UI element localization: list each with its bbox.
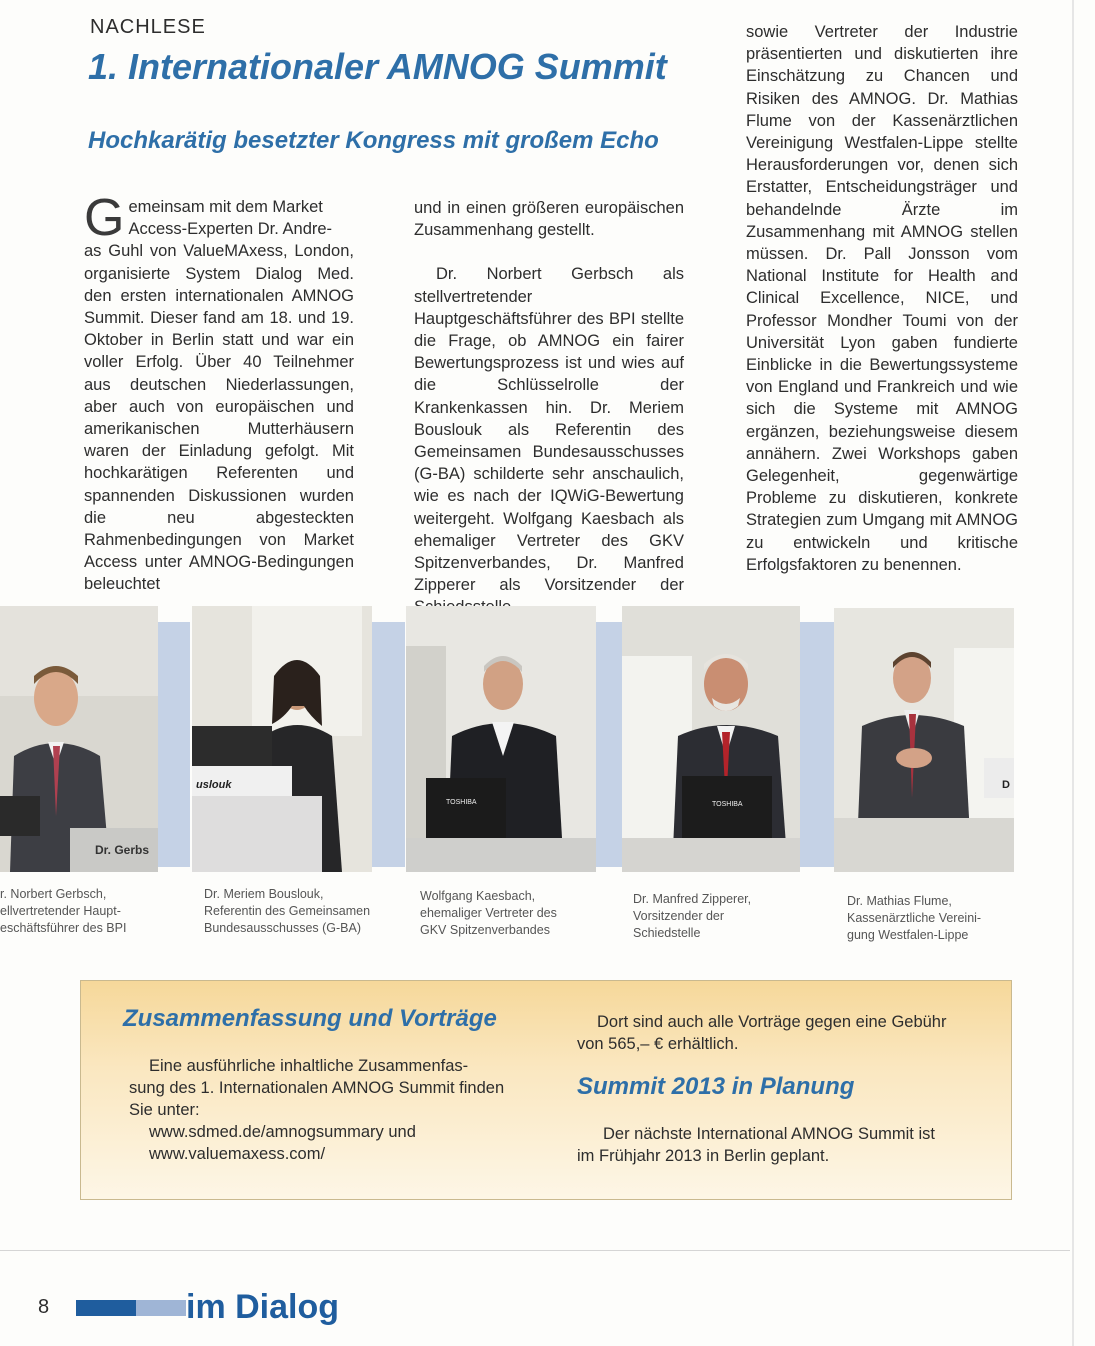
column-1-line-1: emeinsam mit dem Market xyxy=(128,198,323,216)
info-line: Sie unter: xyxy=(129,1101,200,1119)
caption-gerbsch xyxy=(0,886,160,937)
caption-line: r. Norbert Gerbsch, xyxy=(0,887,107,901)
article-title: 1. Internationaler AMNOG Summit xyxy=(88,46,667,87)
info-line: Eine ausführliche inhaltliche Zusammenfas- xyxy=(149,1057,469,1075)
column-2-paragraph-1: und in einen größeren europäischen Zusammenhang gestellt. xyxy=(414,199,684,240)
valuemaxess-link: www.valuemaxess.com/ xyxy=(149,1145,326,1163)
name-sign-1: Dr. Gerbs xyxy=(95,843,150,857)
logo-bar-light xyxy=(136,1300,186,1316)
info-box-text-2 xyxy=(577,1011,987,1055)
info-box-heading-2: Summit 2013 in Planung xyxy=(577,1073,855,1100)
column-3-paragraph: sowie Vertreter der Industrie präsentierten und diskutierten ihre Einschätzung zu Chancen und Risiken des AMNOG. Dr. Mathias Flume von der Kassenärztlichen Vereinigung Westfalen-Lippe stellte Herausforderungen vor, denen sich Erstatter, Entscheidungsträger und behandelnde Ärzte im Zusammenhang mit AMNOG stellen müssen. Dr. Pall Jonsson vom National Institute for Health and Clinical Excellence, NICE, und Professor Mondher Toumi von der Universität Lyon gaben fundierte Einblicke in die Bewertungssysteme von England und Frankreich und wie sich die Systeme mit AMNOG ergänzen, beziehungsweise diesem annähern. Zwei Workshops gaben Gelegenheit, gegenwärtige Probleme zu diskutieren, konkrete Strategien zum Umgang mit AMNOG zu entwickeln und kritische Erfolgsfaktoren zu benennen. xyxy=(746,23,1018,574)
column-1-text: as Guhl von ValueMAxess, London, organisierte System Dialog Med. den ersten internationalen AMNOG Summit. Dieser fand am 18. und 19. Oktober in Berlin statt und war ein voller Erfolg. Über 40 Teilnehmer aus deutschen Niederlassungen, aber auch von europäischen und amerikanischen Mutterhäusern waren der Einladung gefolgt. Mit hochkarätigen Referenten und spannenden Diskussionen wurden die neu abgesteckten Rahmenbedingungen von Market Access unter AMNOG-Bedingungen beleuchtet xyxy=(84,242,354,594)
logo-bar-dark xyxy=(76,1300,136,1316)
page-number: 8 xyxy=(38,1296,50,1318)
caption-line: Kassenärztliche Vereini- xyxy=(847,911,982,925)
caption-line: Dr. Mathias Flume, xyxy=(847,894,952,908)
section-kicker: NACHLESE xyxy=(90,16,206,38)
caption-line: Referentin des Gemeinsamen xyxy=(204,904,371,918)
speaker-photo-bouslouk xyxy=(192,606,372,872)
caption-line: Wolfgang Kaesbach, xyxy=(420,889,536,903)
name-sign-5: D xyxy=(1002,779,1010,791)
caption-line: Dr. Meriem Bouslouk, xyxy=(204,887,324,901)
page-fold-line xyxy=(1072,0,1074,1346)
laptop-brand-2: TOSHIBA xyxy=(712,801,743,808)
speaker-photo-gerbsch xyxy=(0,606,158,872)
summary-link: www.sdmed.de/amnogsummary und xyxy=(149,1123,416,1141)
info-line: im Frühjahr 2013 in Berlin geplant. xyxy=(577,1147,830,1165)
info-line: Dort sind auch alle Vorträge gegen eine Gebühr xyxy=(597,1013,947,1031)
info-box-heading-1: Zusammenfassung und Vorträge xyxy=(123,1005,497,1032)
info-box-text-1 xyxy=(129,1055,569,1165)
caption-line: gung Westfalen-Lippe xyxy=(847,928,969,942)
caption-line: eschäftsführer des BPI xyxy=(0,921,127,935)
article-subtitle: Hochkarätig besetzter Kongress mit großem Echo xyxy=(88,127,659,154)
speaker-photo-zipperer xyxy=(622,606,800,872)
article-column-3 xyxy=(746,21,1018,576)
column-1-line-2: Access-Experten Dr. Andre- xyxy=(128,220,333,239)
caption-line: GKV Spitzenverbandes xyxy=(420,923,550,937)
info-box xyxy=(80,980,1012,1200)
article-column-2 xyxy=(414,197,684,619)
speaker-photo-flume xyxy=(834,608,1014,872)
caption-bouslouk xyxy=(204,886,404,937)
footer-divider xyxy=(0,1250,1070,1251)
column-2-paragraph-2: Dr. Norbert Gerbsch als stellvertretender Hauptgeschäftsführer des BPI stellte die Frage, ob AMNOG ein fairer Bewertungsprozess ist und wies auf die Schlüsselrolle der Krankenkassen hin. Dr. Meriem Bouslouk als Referentin des Gemeinsamen Bundesausschusses (G-BA) schilderte sehr anschaulich, wie es nach der IQWiG-Bewertung weitergeht. Wolfgang Kaesbach als ehemaliger Vertreter des GKV Spitzenverbandes, Dr. Manfred Zipperer als Vorsitzender der xyxy=(414,265,684,595)
caption-flume xyxy=(847,893,1037,944)
caption-line: ellvertretender Haupt- xyxy=(0,904,121,918)
info-box-text-3 xyxy=(577,1123,987,1167)
caption-line: ehemaliger Vertreter des xyxy=(420,906,557,920)
caption-line: Bundesausschusses (G-BA) xyxy=(204,921,362,935)
magazine-logo: im Dialog xyxy=(186,1288,340,1326)
info-line: Der nächste International AMNOG Summit ist xyxy=(603,1125,935,1143)
info-line: von 565,– € erhältlich. xyxy=(577,1035,739,1053)
photo-strip xyxy=(0,600,1095,880)
caption-line: Schiedstelle xyxy=(633,926,701,940)
caption-zipperer xyxy=(633,891,813,942)
article-column-1 xyxy=(84,189,354,596)
caption-line: Vorsitzender der xyxy=(633,909,725,923)
speaker-photo-kaesbach xyxy=(406,606,596,872)
name-sign-2: uslouk xyxy=(196,779,232,791)
caption-line: Dr. Manfred Zipperer, xyxy=(633,892,752,906)
info-line: sung des 1. Internationalen AMNOG Summit finden xyxy=(129,1079,505,1097)
laptop-brand-1: TOSHIBA xyxy=(446,799,477,806)
drop-cap: G xyxy=(84,189,125,247)
caption-kaesbach xyxy=(420,888,600,939)
